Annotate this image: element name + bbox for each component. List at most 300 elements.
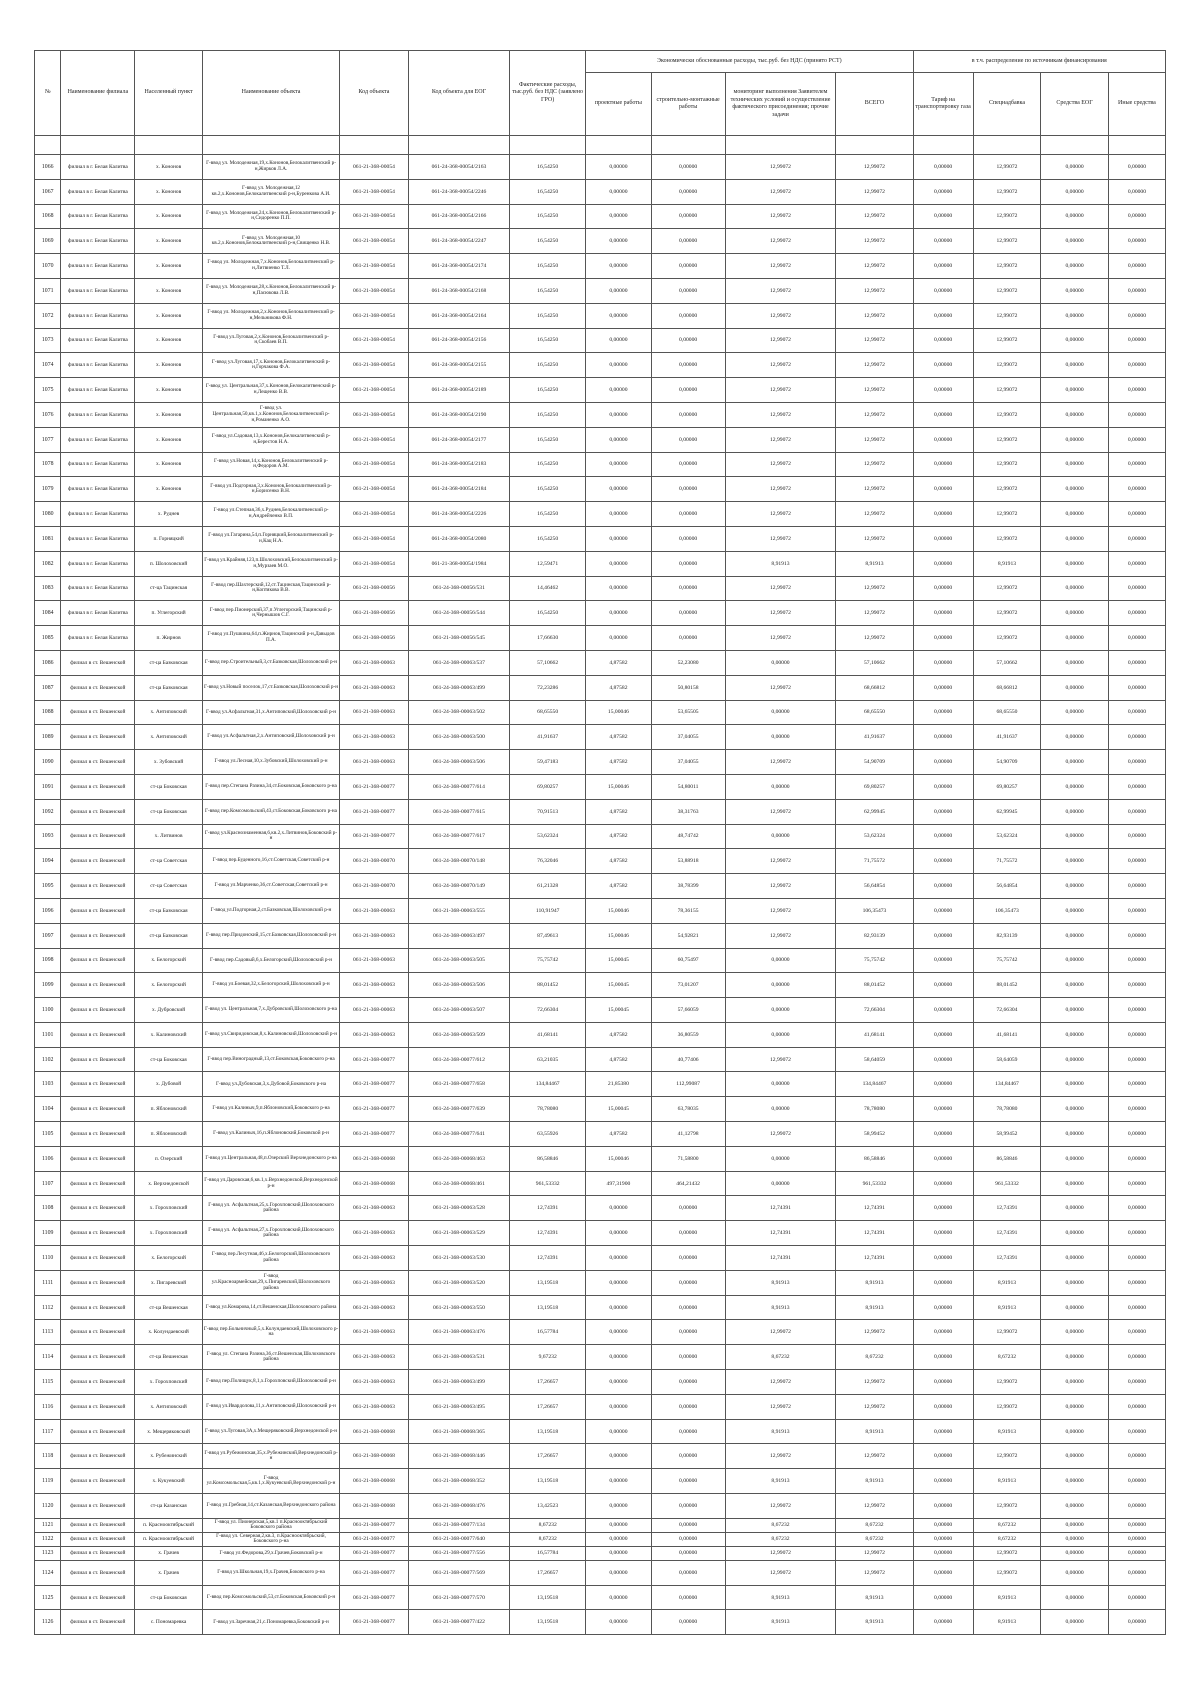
table-row xyxy=(35,576,1166,601)
eog-cell: 0,00000 xyxy=(1041,378,1109,403)
branch-cell: филиал в ст. Вешенской xyxy=(61,725,135,750)
total-cell: 12,99072 xyxy=(836,1546,913,1560)
code-cell: 061-21-368-00054 xyxy=(340,278,409,303)
standard-cell: 12,99072 xyxy=(973,526,1041,551)
total-cell: 75,75742 xyxy=(836,948,913,973)
branch-cell: филиал в ст. Вешенской xyxy=(61,1444,135,1469)
design-cell: 15,00045 xyxy=(586,1097,651,1122)
branch-cell: филиал в ст. Вешенской xyxy=(61,1022,135,1047)
total-cell: 58,64059 xyxy=(836,1047,913,1072)
standard-cell: 106,35473 xyxy=(973,898,1041,923)
settlement-cell: х. Дубровский xyxy=(135,998,203,1023)
index-cell: 1067 xyxy=(35,179,61,204)
tariff-cell: 0,00000 xyxy=(913,254,973,279)
construction-cell: 38,31763 xyxy=(651,799,725,824)
other-cell: 0,00000 xyxy=(1108,1072,1165,1097)
object-cell: Г-ввод пер.Полищук,8,1,х.Горохповский,Шолоховский р-н xyxy=(202,1370,339,1395)
standard-cell: 12,99072 xyxy=(973,278,1041,303)
construction-cell: 0,00000 xyxy=(651,303,725,328)
connection-cell: 12,99072 xyxy=(725,1560,836,1585)
index-cell: 1077 xyxy=(35,427,61,452)
standard-cell: 71,75572 xyxy=(973,849,1041,874)
tariff-cell: 0,00000 xyxy=(913,898,973,923)
construction-cell: 0,00000 xyxy=(651,1270,725,1295)
tariff-cell: 0,00000 xyxy=(913,155,973,180)
total-cell: 8,91913 xyxy=(836,1295,913,1320)
code-eog-cell: 061-21-368-00063/528 xyxy=(408,1196,509,1221)
actual-cell: 13,19518 xyxy=(510,1419,586,1444)
code-eog-cell: 061-24-368-00063/537 xyxy=(408,650,509,675)
design-cell: 0,00000 xyxy=(586,477,651,502)
code-cell: 061-21-368-00077 xyxy=(340,1560,409,1585)
object-cell: Г-ввод ул.Калиныч,9,п.Яблоновский,Боковского р-на xyxy=(202,1097,339,1122)
object-cell: Г-ввод пер.Комсомольский,53,ст.Боковская,Боковский р-н xyxy=(202,1585,339,1610)
index-cell: 1119 xyxy=(35,1469,61,1494)
object-cell: Г-ввод ул. Молодежная,19,х.Кононов,Белокалитвенский р-н,Жирков Л.А. xyxy=(202,155,339,180)
code-cell: 061-21-368-00054 xyxy=(340,427,409,452)
tariff-cell: 0,00000 xyxy=(913,849,973,874)
settlement-cell: ст-ца Боковская xyxy=(135,1585,203,1610)
construction-cell: 0,00000 xyxy=(651,353,725,378)
actual-cell: 16,54250 xyxy=(510,477,586,502)
settlement-cell: ст-ца Вешенская xyxy=(135,1295,203,1320)
total-cell: 12,99072 xyxy=(836,1320,913,1345)
connection-cell: 12,99072 xyxy=(725,353,836,378)
code-cell: 061-21-368-00063 xyxy=(340,1295,409,1320)
index-cell: 1110 xyxy=(35,1246,61,1271)
standard-cell: 58,99452 xyxy=(973,1122,1041,1147)
standard-cell: 12,99072 xyxy=(973,502,1041,527)
settlement-cell: х. Кононов xyxy=(135,353,203,378)
connection-cell: 12,99072 xyxy=(725,229,836,254)
total-cell: 62,99945 xyxy=(836,799,913,824)
other-cell: 0,00000 xyxy=(1108,750,1165,775)
settlement-cell: п. Углегорский xyxy=(135,601,203,626)
table-row xyxy=(35,874,1166,899)
code-eog-cell: 061-24-368-00077/639 xyxy=(408,1097,509,1122)
code-cell: 061-21-368-00077 xyxy=(340,1518,409,1532)
branch-cell: филиал в ст. Вешенской xyxy=(61,650,135,675)
table-row xyxy=(35,1047,1166,1072)
eog-cell: 0,00000 xyxy=(1041,1270,1109,1295)
object-cell: Г-ввод ул. Центральная,37,х.Кононов,Белокалитвенский р-н,Лещенко В.В. xyxy=(202,378,339,403)
settlement-cell: х. Литвинов xyxy=(135,824,203,849)
object-cell: Г-ввод ул. Асфальтная,25,х.Горохповский,Шолоховского района xyxy=(202,1196,339,1221)
object-cell: Г-ввод пер.Степана Разина,34,ст.Боковская,Боковского р-на xyxy=(202,774,339,799)
construction-cell: 0,00000 xyxy=(651,1196,725,1221)
connection-cell: 0,00000 xyxy=(725,725,836,750)
eog-cell: 0,00000 xyxy=(1041,502,1109,527)
standard-cell: 8,91913 xyxy=(973,1610,1041,1635)
connection-cell: 0,00000 xyxy=(725,998,836,1023)
code-eog-cell: 061-21-368-00063/520 xyxy=(408,1270,509,1295)
construction-cell: 0,00000 xyxy=(651,1419,725,1444)
index-cell: 1099 xyxy=(35,973,61,998)
eog-cell: 0,00000 xyxy=(1041,1022,1109,1047)
branch-cell: филиал в ст. Вешенской xyxy=(61,1320,135,1345)
object-cell: Г-ввод ул.Дубовская,3,х.Дубовой,Боковского р-на xyxy=(202,1072,339,1097)
design-cell: 4,87582 xyxy=(586,874,651,899)
actual-cell: 88,01452 xyxy=(510,973,586,998)
connection-cell: 8,91913 xyxy=(725,1295,836,1320)
standard-cell: 78,78080 xyxy=(973,1097,1041,1122)
connection-cell: 12,99072 xyxy=(725,1444,836,1469)
branch-cell: филиал в ст. Вешенской xyxy=(61,1122,135,1147)
other-cell: 0,00000 xyxy=(1108,998,1165,1023)
total-cell: 961,53332 xyxy=(836,1171,913,1196)
branch-cell: филиал в ст. Вешенской xyxy=(61,1221,135,1246)
design-cell: 0,00000 xyxy=(586,204,651,229)
header-spacer xyxy=(35,136,1166,155)
total-cell: 86,58846 xyxy=(836,1146,913,1171)
cost-table xyxy=(34,50,1166,1635)
design-cell: 15,00045 xyxy=(586,973,651,998)
connection-cell: 12,99072 xyxy=(725,155,836,180)
other-cell: 0,00000 xyxy=(1108,179,1165,204)
standard-cell: 57,10662 xyxy=(973,650,1041,675)
code-eog-cell: 061-24-368-00077/617 xyxy=(408,824,509,849)
connection-cell: 0,00000 xyxy=(725,1072,836,1097)
branch-cell: филиал в ст. Вешенской xyxy=(61,1610,135,1635)
table-row xyxy=(35,626,1166,651)
code-cell: 061-21-368-00054 xyxy=(340,254,409,279)
standard-cell: 72,66304 xyxy=(973,998,1041,1023)
total-cell: 12,99072 xyxy=(836,402,913,427)
total-cell: 54,90709 xyxy=(836,750,913,775)
design-cell: 15,00045 xyxy=(586,948,651,973)
code-cell: 061-21-368-00054 xyxy=(340,378,409,403)
total-cell: 106,35473 xyxy=(836,898,913,923)
code-eog-cell: 061-24-368-00054/2246 xyxy=(408,179,509,204)
branch-cell: филиал в г. Белая Калитва xyxy=(61,303,135,328)
construction-cell: 0,00000 xyxy=(651,1320,725,1345)
total-cell: 12,99072 xyxy=(836,204,913,229)
construction-cell: 0,00000 xyxy=(651,204,725,229)
table-row xyxy=(35,725,1166,750)
object-cell: Г-ввод ул.Луговая,2,х.Кононов,Белокалитвенский р-н,Скобаев В.П. xyxy=(202,328,339,353)
actual-cell: 76,32046 xyxy=(510,849,586,874)
index-cell: 1090 xyxy=(35,750,61,775)
tariff-cell: 0,00000 xyxy=(913,774,973,799)
index-cell: 1086 xyxy=(35,650,61,675)
code-cell: 061-21-368-00077 xyxy=(340,1122,409,1147)
index-cell: 1105 xyxy=(35,1122,61,1147)
settlement-cell: х. Антиповский xyxy=(135,725,203,750)
construction-cell: 54,80011 xyxy=(651,774,725,799)
connection-cell: 12,99072 xyxy=(725,526,836,551)
table-row xyxy=(35,1494,1166,1519)
code-eog-cell: 061-21-368-00068/446 xyxy=(408,1444,509,1469)
code-eog-cell: 061-21-368-00068/476 xyxy=(408,1494,509,1519)
connection-cell: 8,91913 xyxy=(725,1419,836,1444)
settlement-cell: х. Горохповский xyxy=(135,1370,203,1395)
eog-cell: 0,00000 xyxy=(1041,1122,1109,1147)
design-cell: 0,00000 xyxy=(586,254,651,279)
object-cell: Г-ввод пер.Лесутная,46,х.Белогорский,Шолоховского района xyxy=(202,1246,339,1271)
table-row xyxy=(35,1546,1166,1560)
total-cell: 72,66304 xyxy=(836,998,913,1023)
code-eog-cell: 061-21-368-00077/570 xyxy=(408,1585,509,1610)
tariff-cell: 0,00000 xyxy=(913,1494,973,1519)
code-cell: 061-21-368-00063 xyxy=(340,1394,409,1419)
construction-cell: 0,00000 xyxy=(651,155,725,180)
tariff-cell: 0,00000 xyxy=(913,923,973,948)
branch-cell: филиал в г. Белая Калитва xyxy=(61,155,135,180)
eog-cell: 0,00000 xyxy=(1041,1532,1109,1546)
code-eog-cell: 061-24-368-00056/531 xyxy=(408,576,509,601)
total-cell: 58,99452 xyxy=(836,1122,913,1147)
index-cell: 1095 xyxy=(35,874,61,899)
actual-cell: 14,46462 xyxy=(510,576,586,601)
design-cell: 0,00000 xyxy=(586,1610,651,1635)
settlement-cell: х. Кононов xyxy=(135,378,203,403)
tariff-cell: 0,00000 xyxy=(913,303,973,328)
object-cell: Г-ввод ул.Подгорная,2,ст.Базковская,Шолоховский р-н xyxy=(202,898,339,923)
object-cell: Г-ввод ул. Степана Разина,36,ст.Вешенская,Шолоховского района xyxy=(202,1345,339,1370)
standard-cell: 56,64854 xyxy=(973,874,1041,899)
design-cell: 0,00000 xyxy=(586,576,651,601)
branch-cell: филиал в ст. Вешенской xyxy=(61,1419,135,1444)
construction-cell: 38,78399 xyxy=(651,874,725,899)
actual-cell: 13,19518 xyxy=(510,1295,586,1320)
eog-cell: 0,00000 xyxy=(1041,353,1109,378)
other-cell: 0,00000 xyxy=(1108,1610,1165,1635)
branch-cell: филиал в ст. Вешенской xyxy=(61,824,135,849)
design-cell: 0,00000 xyxy=(586,1494,651,1519)
index-cell: 1114 xyxy=(35,1345,61,1370)
standard-cell: 12,74391 xyxy=(973,1246,1041,1271)
index-cell: 1116 xyxy=(35,1394,61,1419)
design-cell: 4,87582 xyxy=(586,650,651,675)
design-cell: 0,00000 xyxy=(586,626,651,651)
index-cell: 1109 xyxy=(35,1221,61,1246)
connection-cell: 0,00000 xyxy=(725,1171,836,1196)
settlement-cell: х. Рубежинский xyxy=(135,1444,203,1469)
actual-cell: 16,54250 xyxy=(510,254,586,279)
table-row xyxy=(35,601,1166,626)
standard-cell: 8,91913 xyxy=(973,551,1041,576)
branch-cell: филиал в г. Белая Калитва xyxy=(61,477,135,502)
other-cell: 0,00000 xyxy=(1108,1295,1165,1320)
header-standard: Спецнадбавка xyxy=(973,73,1041,136)
actual-cell: 12,59471 xyxy=(510,551,586,576)
design-cell: 0,00000 xyxy=(586,179,651,204)
branch-cell: филиал в ст. Вешенской xyxy=(61,1518,135,1532)
code-eog-cell: 061-24-368-00056/544 xyxy=(408,601,509,626)
table-row xyxy=(35,700,1166,725)
construction-cell: 0,00000 xyxy=(651,1370,725,1395)
other-cell: 0,00000 xyxy=(1108,1097,1165,1122)
total-cell: 8,91913 xyxy=(836,1270,913,1295)
index-cell: 1085 xyxy=(35,626,61,651)
index-cell: 1091 xyxy=(35,774,61,799)
tariff-cell: 0,00000 xyxy=(913,1196,973,1221)
connection-cell: 12,99072 xyxy=(725,626,836,651)
other-cell: 0,00000 xyxy=(1108,1444,1165,1469)
tariff-cell: 0,00000 xyxy=(913,1546,973,1560)
other-cell: 0,00000 xyxy=(1108,551,1165,576)
index-cell: 1115 xyxy=(35,1370,61,1395)
tariff-cell: 0,00000 xyxy=(913,601,973,626)
standard-cell: 8,67232 xyxy=(973,1532,1041,1546)
header-object: Наименование объекта xyxy=(202,51,339,136)
code-eog-cell: 061-24-368-00054/2156 xyxy=(408,328,509,353)
code-cell: 061-21-368-00077 xyxy=(340,1610,409,1635)
actual-cell: 16,54250 xyxy=(510,502,586,527)
other-cell: 0,00000 xyxy=(1108,601,1165,626)
object-cell: Г-ввод ул.Пушкина,64,п.Жирнов,Тацинский р-н,Давыдов П.А. xyxy=(202,626,339,651)
construction-cell: 63,78035 xyxy=(651,1097,725,1122)
other-cell: 0,00000 xyxy=(1108,378,1165,403)
branch-cell: филиал в ст. Вешенской xyxy=(61,1469,135,1494)
other-cell: 0,00000 xyxy=(1108,1221,1165,1246)
other-cell: 0,00000 xyxy=(1108,1022,1165,1047)
settlement-cell: х. Колундаевский xyxy=(135,1320,203,1345)
eog-cell: 0,00000 xyxy=(1041,774,1109,799)
design-cell: 15,00045 xyxy=(586,998,651,1023)
code-eog-cell: 061-21-368-00063/495 xyxy=(408,1394,509,1419)
code-eog-cell: 061-24-368-00054/2190 xyxy=(408,402,509,427)
standard-cell: 8,67232 xyxy=(973,1518,1041,1532)
standard-cell: 58,64059 xyxy=(973,1047,1041,1072)
table-row xyxy=(35,328,1166,353)
actual-cell: 16,54250 xyxy=(510,204,586,229)
design-cell: 0,00000 xyxy=(586,229,651,254)
code-eog-cell: 061-24-368-00054/2080 xyxy=(408,526,509,551)
index-cell: 1087 xyxy=(35,675,61,700)
standard-cell: 12,99072 xyxy=(973,601,1041,626)
actual-cell: 57,10662 xyxy=(510,650,586,675)
eog-cell: 0,00000 xyxy=(1041,1146,1109,1171)
standard-cell: 12,99072 xyxy=(973,229,1041,254)
code-eog-cell: 061-21-368-00063/499 xyxy=(408,1370,509,1395)
table-row xyxy=(35,402,1166,427)
index-cell: 1108 xyxy=(35,1196,61,1221)
construction-cell: 0,00000 xyxy=(651,452,725,477)
total-cell: 12,99072 xyxy=(836,526,913,551)
connection-cell: 12,99072 xyxy=(725,601,836,626)
standard-cell: 88,01452 xyxy=(973,973,1041,998)
settlement-cell: х. Белогорский xyxy=(135,1246,203,1271)
table-row xyxy=(35,526,1166,551)
other-cell: 0,00000 xyxy=(1108,1518,1165,1532)
construction-cell: 0,00000 xyxy=(651,1394,725,1419)
index-cell: 1078 xyxy=(35,452,61,477)
index-cell: 1100 xyxy=(35,998,61,1023)
tariff-cell: 0,00000 xyxy=(913,452,973,477)
table-row xyxy=(35,353,1166,378)
actual-cell: 8,67232 xyxy=(510,1532,586,1546)
other-cell: 0,00000 xyxy=(1108,1546,1165,1560)
other-cell: 0,00000 xyxy=(1108,626,1165,651)
settlement-cell: х. Верхнедонской xyxy=(135,1171,203,1196)
design-cell: 0,00000 xyxy=(586,1270,651,1295)
code-cell: 061-21-368-00054 xyxy=(340,303,409,328)
table-row xyxy=(35,1394,1166,1419)
construction-cell: 0,00000 xyxy=(651,229,725,254)
branch-cell: филиал в ст. Вешенской xyxy=(61,973,135,998)
standard-cell: 69,80257 xyxy=(973,774,1041,799)
index-cell: 1123 xyxy=(35,1546,61,1560)
actual-cell: 17,26657 xyxy=(510,1370,586,1395)
object-cell: Г-ввод ул.Степная,36,х.Руднев,Белокалитвенский р-н,Андрейченко В.П. xyxy=(202,502,339,527)
settlement-cell: х. Горохповский xyxy=(135,1196,203,1221)
object-cell: Г-ввод ул.Краснознаменная,6,кв.2,х.Литвинов,Боковский р-н xyxy=(202,824,339,849)
code-eog-cell: 061-21-368-00063/529 xyxy=(408,1221,509,1246)
tariff-cell: 0,00000 xyxy=(913,1171,973,1196)
table-row xyxy=(35,1585,1166,1610)
total-cell: 12,99072 xyxy=(836,1370,913,1395)
settlement-cell: х. Руднев xyxy=(135,502,203,527)
design-cell: 0,00000 xyxy=(586,378,651,403)
total-cell: 69,80257 xyxy=(836,774,913,799)
standard-cell: 12,99072 xyxy=(973,378,1041,403)
branch-cell: филиал в г. Белая Калитва xyxy=(61,551,135,576)
standard-cell: 8,91913 xyxy=(973,1585,1041,1610)
connection-cell: 12,99072 xyxy=(725,1370,836,1395)
construction-cell: 112,99087 xyxy=(651,1072,725,1097)
tariff-cell: 0,00000 xyxy=(913,973,973,998)
connection-cell: 0,00000 xyxy=(725,774,836,799)
object-cell: Г-ввод ул.Асфальтная,2,х.Антиповский,Шолоховский р-н xyxy=(202,725,339,750)
standard-cell: 12,99072 xyxy=(973,303,1041,328)
connection-cell: 0,00000 xyxy=(725,1146,836,1171)
actual-cell: 16,57784 xyxy=(510,1546,586,1560)
object-cell: Г-ввод ул.Калиныч,16,п.Яблоновский,Боковской р-н xyxy=(202,1122,339,1147)
other-cell: 0,00000 xyxy=(1108,1394,1165,1419)
settlement-cell: х. Кононов xyxy=(135,427,203,452)
eog-cell: 0,00000 xyxy=(1041,601,1109,626)
connection-cell: 12,99072 xyxy=(725,898,836,923)
design-cell: 0,00000 xyxy=(586,1320,651,1345)
branch-cell: филиал в ст. Вешенской xyxy=(61,1345,135,1370)
standard-cell: 12,99072 xyxy=(973,452,1041,477)
eog-cell: 0,00000 xyxy=(1041,849,1109,874)
connection-cell: 0,00000 xyxy=(725,824,836,849)
eog-cell: 0,00000 xyxy=(1041,551,1109,576)
settlement-cell: ст-ца Казанская xyxy=(135,1494,203,1519)
design-cell: 0,00000 xyxy=(586,1221,651,1246)
settlement-cell: п. Краснооктябрьский xyxy=(135,1532,203,1546)
table-row xyxy=(35,1320,1166,1345)
branch-cell: филиал в г. Белая Калитва xyxy=(61,452,135,477)
table-row xyxy=(35,1518,1166,1532)
object-cell: Г-ввод пер.Строительный,3,ст.Базковская,Шолоховский р-н xyxy=(202,650,339,675)
actual-cell: 13,19518 xyxy=(510,1585,586,1610)
code-cell: 061-21-368-00056 xyxy=(340,601,409,626)
code-cell: 061-21-368-00068 xyxy=(340,1444,409,1469)
index-cell: 1074 xyxy=(35,353,61,378)
object-cell: Г-ввод ул.Заречная,21,с.Пономаревка,Боковский р-н xyxy=(202,1610,339,1635)
branch-cell: филиал в ст. Вешенской xyxy=(61,1146,135,1171)
connection-cell: 12,99072 xyxy=(725,675,836,700)
total-cell: 12,74391 xyxy=(836,1246,913,1271)
eog-cell: 0,00000 xyxy=(1041,427,1109,452)
branch-cell: филиал в г. Белая Калитва xyxy=(61,204,135,229)
code-cell: 061-21-368-00077 xyxy=(340,799,409,824)
code-cell: 061-21-368-00054 xyxy=(340,204,409,229)
construction-cell: 0,00000 xyxy=(651,1518,725,1532)
construction-cell: 0,00000 xyxy=(651,427,725,452)
actual-cell: 13,19518 xyxy=(510,1270,586,1295)
actual-cell: 16,54250 xyxy=(510,155,586,180)
settlement-cell: х. Кукуевский xyxy=(135,1469,203,1494)
code-eog-cell: 061-24-368-00077/615 xyxy=(408,799,509,824)
object-cell: Г-ввод ул.Подгорная,3,х.Кононов,Белокалитвенский р-н,Борисенко В.Н. xyxy=(202,477,339,502)
branch-cell: филиал в ст. Вешенской xyxy=(61,1546,135,1560)
total-cell: 82,93139 xyxy=(836,923,913,948)
settlement-cell: п. Яблоновский xyxy=(135,1097,203,1122)
